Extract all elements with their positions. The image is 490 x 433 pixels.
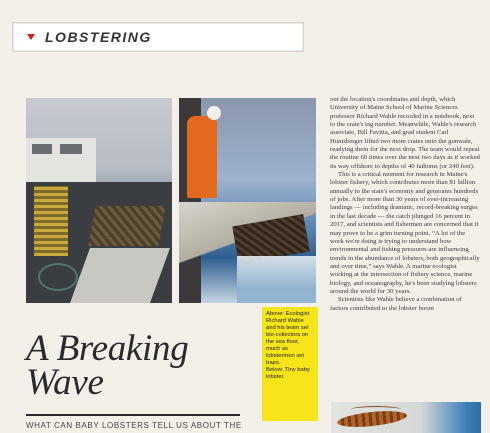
fisherman-hat (207, 106, 221, 120)
article-title (26, 328, 258, 403)
title-line: A Breaking (26, 328, 189, 369)
title-line: Wave (26, 362, 104, 403)
title-divider (26, 414, 240, 416)
body-paragraph: This is a critical moment for research in Maine's lobster fishery, which contributes more than $1 billion annually to the state's economy and generates hundreds of jobs. After more than 30 years of ever-increasing landings — including dramatic, record-breaking surges in the last decade — the catch plunged 16 percent in 2017, and scientists and fishermen are concerned that it may prove to be a grim turning point. “A lot of the work we're doing is trying to understand how environmental and fishing pressures are influencing trends in the abundance of lobsters, both geographically and over time,” says Wahle. A marine ecologist working at the intersection of fishery science, marine biology, and oceanography, he's been studying lobsters around the world for 30 years. (330, 171, 480, 295)
photo-baby-lobster (331, 402, 481, 433)
article-body (330, 96, 480, 313)
body-paragraph: Scientists like Wahle believe a combination of factors contributed to the lobster boom (330, 296, 462, 312)
water-splash (237, 256, 316, 303)
lobster-antenna (351, 406, 401, 413)
fisherman (187, 116, 217, 198)
photo-caption (262, 307, 318, 421)
section-label: LOBSTERING (45, 29, 152, 45)
article-deck: WHAT CAN BABY LOBSTERS TELL US ABOUT THE (26, 421, 242, 430)
section-header (12, 22, 304, 52)
cabin-window (32, 144, 52, 154)
lobster-trap (88, 206, 165, 246)
trap-stack (34, 186, 68, 256)
triangle-marker-icon (27, 34, 35, 40)
caption-text: Below: Tiny baby lobster. (266, 367, 310, 380)
rope-coil (38, 263, 78, 291)
photo-boat-deck (26, 98, 172, 303)
cabin-window (60, 144, 82, 154)
caption-text: Above: Ecologist Richard Wahle and his team set bio-collectors on the sea floor, much as lobstermen set traps. (266, 311, 310, 366)
body-paragraph: out the location's coordinates and depth, which University of Maine School of Marine Sciences professor Richard Wahle recorded in a notebook, next to the crate's tag number. Meanwhile, Wahle's research associate, Bill Favitta, and grad student Carl Huntsberger lifted two more crates onto the gunwale, readying them for the next drop. The team would repeat the routine 60 times over the next two days as it worked its way offshore to depths of 40 fathoms (or 240 feet). (330, 96, 480, 170)
photo-fisherman (179, 98, 316, 303)
